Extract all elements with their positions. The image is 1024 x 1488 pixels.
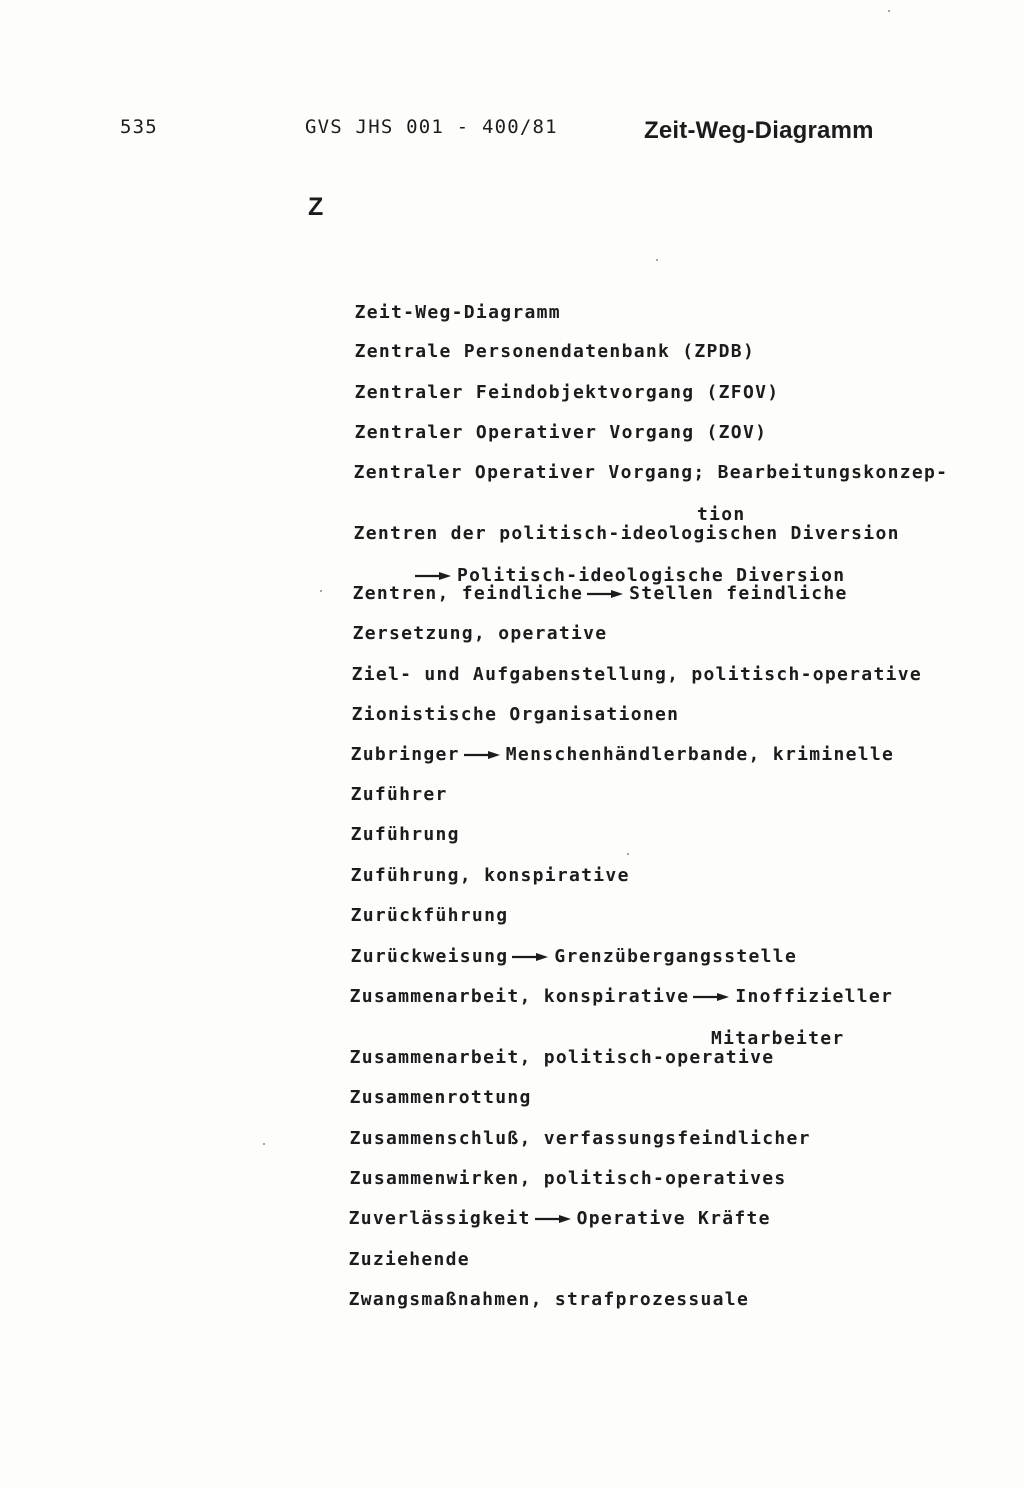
entry-text: Ziel- und Aufgabenstellung, politisch-operative — [351, 664, 922, 685]
scan-speck — [656, 259, 658, 261]
entry-text: Zusammenarbeit, konspirative — [349, 986, 690, 1007]
entry-continuation: Mitarbeiter — [711, 1028, 845, 1049]
scan-speck — [320, 590, 322, 592]
entry-text: Zuführung, konspirative — [350, 865, 630, 886]
scan-speck — [263, 1143, 265, 1145]
right-arrow-icon — [587, 589, 623, 599]
entry-text: Zuziehende — [348, 1249, 470, 1270]
entry-text: Zentrale Personendatenbank (ZPDB) — [354, 341, 756, 362]
entry-text: Zusammenarbeit, politisch-operative — [349, 1047, 775, 1068]
entry-text: Zurückführung — [350, 905, 509, 926]
scan-speck — [627, 853, 629, 855]
entry-text: Zentraler Feindobjektvorgang (ZFOV) — [354, 382, 780, 403]
entry-text: Zuführung — [350, 824, 460, 845]
entry-reference: Stellen feindliche — [629, 583, 848, 604]
entry-reference: Grenzübergangsstelle — [554, 946, 798, 967]
section-heading: Zeit-Weg-Diagramm — [644, 117, 874, 144]
entry-zwangsmassnahmen — [300, 1268, 749, 1331]
entry-text: Zentraler Operativer Vorgang (ZOV) — [354, 422, 768, 443]
entry-text: Zusammenwirken, politisch-operatives — [349, 1168, 787, 1189]
entry-text: Zurückweisung — [350, 946, 509, 967]
entry-text: Zionistische Organisationen — [351, 704, 680, 725]
right-arrow-icon — [512, 952, 548, 962]
entry-text: Zentren, feindliche — [352, 583, 584, 604]
entry-text: Zersetzung, operative — [352, 623, 608, 644]
entry-text: Zwangsmaßnahmen, strafprozessuale — [348, 1289, 750, 1310]
entry-text: Zusammenschluß, verfassungsfeindlicher — [349, 1128, 811, 1149]
page-number: 535 — [120, 116, 158, 138]
right-arrow-icon — [535, 1214, 571, 1224]
scan-speck — [888, 10, 890, 12]
entry-text: Zusammenrottung — [349, 1087, 532, 1108]
entry-reference: Operative Kräfte — [576, 1208, 771, 1229]
index-letter: Z — [308, 193, 324, 221]
right-arrow-icon — [464, 750, 500, 760]
right-arrow-icon — [693, 992, 729, 1002]
entry-text: Zuführer — [350, 784, 448, 805]
entry-continuation: tion — [697, 504, 746, 525]
entry-text: Zeit-Weg-Diagramm — [354, 302, 561, 323]
document-reference: GVS JHS 001 - 400/81 — [305, 116, 558, 138]
entry-text: Zentren der politisch-ideologischen Diversion — [353, 523, 900, 544]
entry-reference: Inoffizieller — [735, 986, 894, 1007]
entry-text: Zentraler Operativer Vorgang; Bearbeitungskonzep- — [353, 462, 949, 483]
entry-reference: Menschenhändlerbande, kriminelle — [505, 744, 895, 765]
entry-reference: Politisch-ideologische Diversion — [457, 565, 846, 586]
entry-text: Zubringer — [350, 744, 460, 765]
entry-text: Zuverlässigkeit — [348, 1208, 531, 1229]
